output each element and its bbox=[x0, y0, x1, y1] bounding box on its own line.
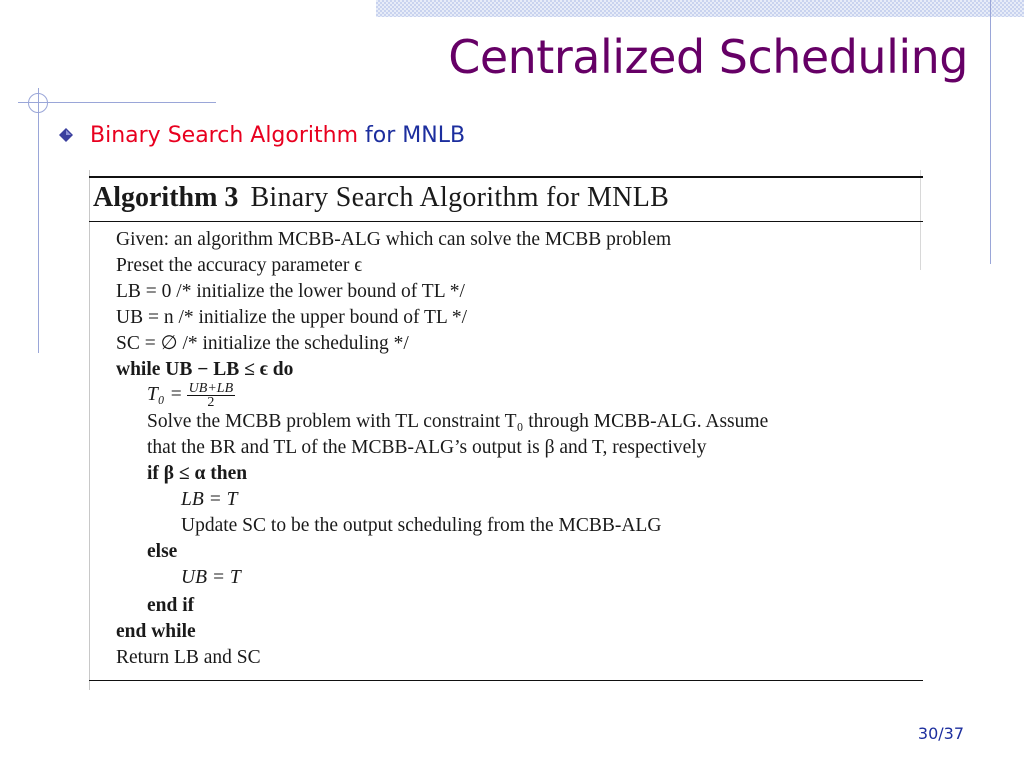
algo-line-while: while UB − LB ≤ ϵ do bbox=[116, 359, 294, 380]
algo-line-assume: that the BR and TL of the MCBB-ALG’s output is β and T, respectively bbox=[147, 437, 707, 458]
algo-line-return: Return LB and SC bbox=[116, 647, 261, 668]
bullet-blue-text: for MNLB bbox=[365, 122, 466, 148]
t0-fraction bbox=[187, 382, 235, 409]
page-number: 30/37 bbox=[917, 724, 964, 743]
fraction-denominator: 2 bbox=[207, 395, 215, 410]
algo-line-else: else bbox=[147, 541, 178, 562]
fraction-numerator: UB+LB bbox=[188, 381, 234, 396]
algo-line-lb-assign: LB = T bbox=[181, 489, 238, 510]
algo-line-given: Given: an algorithm MCBB-ALG which can solve the MCBB problem bbox=[116, 229, 672, 250]
algorithm-bottom-rule bbox=[89, 680, 923, 681]
algo-line-solve: Solve the MCBB problem with TL constraint T₀ through MCBB-ALG. Assume bbox=[147, 411, 769, 432]
header-pattern-band bbox=[376, 0, 1024, 17]
bullet-item bbox=[58, 120, 465, 150]
algo-line-end-while: end while bbox=[116, 621, 196, 642]
algorithm-mid-rule bbox=[89, 221, 923, 222]
figure-left-border bbox=[89, 170, 90, 690]
algo-line-t0 bbox=[147, 382, 235, 409]
algorithm-heading bbox=[93, 182, 669, 214]
algo-line-sc-init: SC = ∅ /* initialize the scheduling */ bbox=[116, 333, 409, 354]
frame-circle-ornament bbox=[28, 93, 48, 113]
algo-line-update: Update SC to be the output scheduling from the MCBB-ALG bbox=[181, 515, 662, 536]
algorithm-figure bbox=[89, 170, 929, 690]
t0-expression: T₀ = bbox=[147, 383, 183, 405]
frame-left-rule bbox=[38, 88, 39, 353]
algorithm-label: Algorithm 3 bbox=[93, 182, 239, 213]
algo-line-preset: Preset the accuracy parameter ϵ bbox=[116, 255, 363, 276]
algo-line-ub-init: UB = n /* initialize the upper bound of TL */ bbox=[116, 307, 468, 328]
diamond-bullet-icon bbox=[58, 127, 74, 143]
algo-line-end-if: end if bbox=[147, 595, 195, 616]
figure-right-border bbox=[920, 170, 921, 270]
frame-right-rule bbox=[990, 0, 991, 264]
algo-line-ub-assign: UB = T bbox=[181, 567, 241, 588]
algo-line-lb-init: LB = 0 /* initialize the lower bound of TL */ bbox=[116, 281, 465, 302]
slide-title: Centralized Scheduling bbox=[448, 30, 968, 84]
algorithm-name: Binary Search Algorithm for MNLB bbox=[250, 182, 670, 213]
bullet-red-text: Binary Search Algorithm bbox=[90, 122, 359, 148]
algo-line-if: if β ≤ α then bbox=[147, 463, 248, 484]
algorithm-top-rule bbox=[89, 176, 923, 178]
